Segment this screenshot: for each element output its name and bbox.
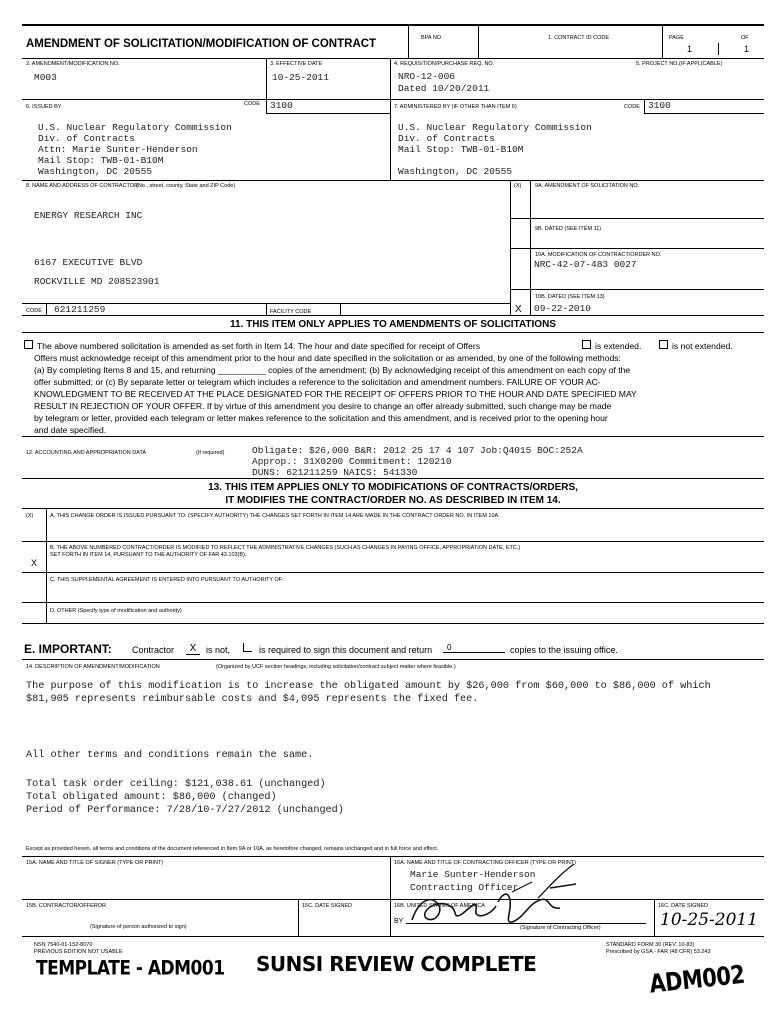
rule [22,508,764,509]
box10-x-mark: X [515,304,522,315]
item12-label: 12. ACCOUNTING AND APPROPRIATION DATA [26,450,147,456]
admin-line-5: Washington, DC 20555 [398,166,513,177]
copies-number[interactable]: 0 [443,643,505,653]
issued-code-value: 3100 [270,100,293,111]
item11-line1: The above numbered solicitation is amended as set forth in Item 14. The hour and date specified for receipt of Offers [37,341,480,351]
admin-code-value: 3100 [648,100,671,111]
divider [46,508,47,623]
facility-code-label: FACILITY CODE [270,309,312,315]
rule [266,113,390,114]
item11-line8: and date specified. [34,425,107,435]
item11-line5: KNOWLEDGMENT TO BE RECEIVED AT THE PLACE DESIGNATED FOR THE RECEIPT OF OFFERS PRIOR TO THE HOUR AND DATE SPECIFIED MAY [34,389,637,399]
requisition-label: 4. REQUISITION/PURCHASE REQ. NO. [394,61,495,67]
page-total: 1 [744,44,750,54]
divider [340,303,341,315]
box10a-label: 10A. MODIFICATION OF CONTRACT/ORDER NO. [535,252,662,258]
officer-name-label: 16A. NAME AND TITLE OF CONTRACTING OFFICER (TYPE OR PRINT) [394,860,577,866]
amendment-no-value: M003 [34,72,57,83]
item14-sub: (Organized by UCF section headings, including solicitation/contract subject matter where feasible.) [216,664,456,670]
divider [266,99,267,113]
item14-p2: All other terms and conditions remain the same. [26,750,314,761]
divider [718,43,719,55]
date-signed-16c-label: 16C. DATE SIGNED [658,903,709,909]
amendment-no-label: 2. AMENDMENT/MODIFICATION NO. [26,61,120,67]
rule [22,58,764,59]
item13-c-text: C. THIS SUPPLEMENTAL AGREEMENT IS ENTERED INTO PURSUANT TO AUTHORITY OF: [50,577,284,583]
item11-line6: RESULT IN REJECTION OF YOUR OFFER. If by virtue of this amendment you desire to change an offer already submitted, such change may be made [34,401,612,411]
item12-sub: (If required) [196,450,225,456]
item13-heading-1: 13. THIS ITEM APPLIES ONLY TO MODIFICATIONS OF CONTRACTS/ORDERS, [208,482,578,493]
box10a-value: NRC-42-07-483 0027 [534,259,637,270]
rule [22,572,764,573]
prescribed-by: Prescribed by GSA - FAR (48 CFR) 53.243 [606,949,711,955]
divider [408,24,409,58]
except-clause: Except as provided herein, all terms and conditions of the document referenced in Item 9A or 10A, as heretofore changed, remains unchanged and in full force and effect. [26,846,439,852]
divider [644,99,645,113]
issued-code-label: CODE [244,101,260,107]
contractor-name: ENERGY RESEARCH INC [34,210,143,221]
item11-line7: by telegram or letter, provided each telegram or letter makes reference to the solicitation and this amendment, and is received prior to the opening hour [34,413,608,423]
rule [510,248,764,249]
important-rest: is required to sign this document and return [259,645,433,655]
effective-date-label: 3. EFFECTIVE DATE [270,61,323,67]
issued-line-1: U.S. Nuclear Regulatory Commission [38,122,232,133]
item13-d-text: D. OTHER (Specify type of modification and authority) [50,608,182,614]
not-required-mark[interactable]: X [186,643,200,655]
rule [22,659,764,660]
officer-signature-caption: (Signature of Contracting Officer) [520,925,601,931]
bpa-label: BPA NO [421,35,442,41]
template-stamp: TEMPLATE - ADM001 [36,957,225,980]
officer-title: Contracting Officer [410,882,519,893]
item13-b-mark: X [31,558,38,568]
x-column-label: (X) [514,183,522,189]
previous-edition: PREVIOUS EDITION NOT USABLE [34,949,123,955]
divider [46,303,47,315]
rule [510,289,764,290]
is-extended-label: is extended. [595,341,642,351]
rule [22,315,764,316]
item13-heading-2: IT MODIFIES THE CONTRACT/ORDER NO. AS DESCRIBED IN ITEM 14. [225,495,561,506]
effective-date-value: 10-25-2011 [272,72,330,83]
rule [22,856,764,857]
box10b-label: 10B. DATED (SEE ITEM 13) [535,294,605,300]
rule [22,478,764,479]
item11-line4: offer submitted; or (c) By separate letter or telegram which includes a reference to the solicitation and amendment numbers. FAILURE OF YOUR AC- [34,377,601,387]
item11-heading: 11. THIS ITEM ONLY APPLIES TO AMENDMENTS OF SOLICITATIONS [230,319,556,330]
issued-line-3: Attn: Marie Sunter-Henderson [38,144,198,155]
contract-id-label: 1. CONTRACT ID CODE [548,35,610,41]
is-not-extended-checkbox[interactable] [659,340,668,349]
divider [266,303,267,315]
divider [390,99,391,180]
rule [510,218,764,219]
rule [22,899,764,900]
project-no-label: 5. PROJECT NO.(IF APPLICABLE) [636,61,723,67]
item12-line2: Approp.: 31X0200 Commitment: 120210 [252,456,452,467]
issued-line-2: Div. of Contracts [38,133,135,144]
usa-label: 16B. UNITED STATES OF AMERICA [394,903,485,909]
signature-stroke [530,862,580,902]
contractor-signature-label: 15B. CONTRACTOR/OFFEROR [26,903,106,909]
item13-x-col: (X) [26,513,34,519]
contractor-label: 8. NAME AND ADDRESS OF CONTRACTOR [26,183,139,189]
code-value: 621211259 [54,304,106,315]
adm-stamp: ADM002 [648,960,746,999]
rule [22,436,764,437]
solicitation-amended-checkbox[interactable] [24,340,33,349]
important-is-not: is not, [206,645,231,655]
item12-line3: DUNS: 621211259 NAICS: 541330 [252,467,418,478]
rule [644,113,764,114]
by-label: BY [394,918,404,925]
page-label: PAGE [669,35,684,41]
is-extended-checkbox[interactable] [582,340,591,349]
admin-line-2: Div. of Contracts [398,133,495,144]
code-label: CODE [26,308,42,314]
box9a-label: 9A. AMENDMENT OF SOLICITATION NO. [535,183,640,189]
rule [22,180,764,181]
important-label: E. IMPORTANT: [24,642,112,656]
rule [22,332,764,333]
divider [662,24,663,58]
divider [298,899,299,936]
form-title: AMENDMENT OF SOLICITATION/MODIFICATION OF CONTRACT [26,38,377,50]
contractor-addr2: ROCKVILLE MD 208523901 [34,276,160,287]
sunsi-stamp: SUNSI REVIEW COMPLETE [256,952,537,976]
important-copies-tail: copies to the issuing office. [510,645,618,655]
page-number: 1 [687,44,693,54]
rule [22,623,764,624]
item11-line2: Offers must acknowledge receipt of this amendment prior to the hour and date specified in the solicitation or as amended, by one of the following methods: [34,353,621,363]
item13-a-text: A. THIS CHANGE ORDER IS ISSUED PURSUANT TO: (SPECIFY AUTHORITY) THE CHANGES SET FORTH IN ITEM 14 ARE MADE IN THE CONTRACT ORDER NO. IN ITEM 10A. [50,513,500,519]
item12-line1: Obligate: $26,000 B&R: 2012 25 17 4 107 Job:Q4015 BOC:252A [252,445,583,456]
contractor-sub: (No., street, county, State and ZIP Code) [136,183,236,189]
is-not-extended-label: is not extended. [672,341,733,351]
item14-p3a: Total task order ceiling: $121,038.61 (unchanged) [26,779,326,790]
item13-b-text-1: B. THE ABOVE NUMBERED CONTRACT/ORDER IS MODIFIED TO REFLECT THE ADMINISTRATIVE CHANGES (SUCH AS CHANGES IN PAYING OFFICE, APPROPRIATION DATE, ETC.) [50,545,521,551]
admin-line-3: Mail Stop: TWB-01-B10M [398,144,524,155]
rule [22,936,764,937]
issued-line-5: Washington, DC 20555 [38,166,153,177]
divider [266,58,267,99]
of-label: OF [741,35,749,41]
issued-by-label: 6. ISSUED BY [26,104,62,110]
divider [478,24,479,58]
item14-p1a: The purpose of this modification is to increase the obligated amount by $26,000 from $60,000 to $86,000 of which [26,681,711,692]
requisition-value: NRO-12-006 [398,71,456,82]
contractor-addr1: 6167 EXECUTIVE BLVD [34,257,143,268]
contractor-signature-caption: (Signature of person authorized to sign) [90,924,187,930]
admin-line-1: U.S. Nuclear Regulatory Commission [398,122,592,133]
nsn-number: NSN 7540-01-152-8070 [34,942,93,948]
item13-b-text-2: SET FORTH IN ITEM 14, PURSUANT TO THE AUTHORITY OF FAR 43.103(B). [50,552,247,558]
is-required-checkbox[interactable] [243,643,252,652]
rule [22,541,764,542]
officer-name: Marie Sunter-Henderson [410,869,536,880]
handwritten-date: 10-25-2011 [660,910,759,930]
item14-p1b: $81,905 represents reimbursable costs and $4,095 represents the fixed fee. [26,694,479,705]
standard-form: STANDARD FORM 30 (REV. 10-83) [606,942,695,948]
divider [390,58,391,99]
requisition-dated: Dated 10/20/2011 [398,83,490,94]
date-signed-15c-label: 15C. DATE SIGNED [302,903,353,909]
item14-label: 14. DESCRIPTION OF AMENDMENT/MODIFICATION [26,664,160,670]
administered-by-label: 7. ADMINISTERED BY (IF OTHER THAN ITEM 6) [394,104,517,110]
divider [654,899,655,936]
admin-code-label: CODE [624,104,640,110]
box10b-value: 09-22-2010 [534,303,592,314]
issued-line-4: Mail Stop: TWB-01-B10M [38,155,164,166]
item14-p3b: Total obligated amount: $86,000 (changed) [26,792,277,803]
box9b-label: 9B. DATED (SEE ITEM 11) [535,226,602,232]
item14-p3c: Period of Performance: 7/28/10-7/27/2012 (unchanged) [26,805,344,816]
rule [22,602,764,603]
signer-name-label: 15A. NAME AND TITLE OF SIGNER (TYPE OR PRINT) [26,860,164,866]
important-contractor: Contractor [132,645,175,655]
divider [390,856,391,936]
item11-line3: (a) By completing Items 8 and 15, and returning __________ copies of the amendment; (b) By acknowledging receipt of this amendment on each copy of the [34,365,631,375]
top-border [22,24,764,26]
